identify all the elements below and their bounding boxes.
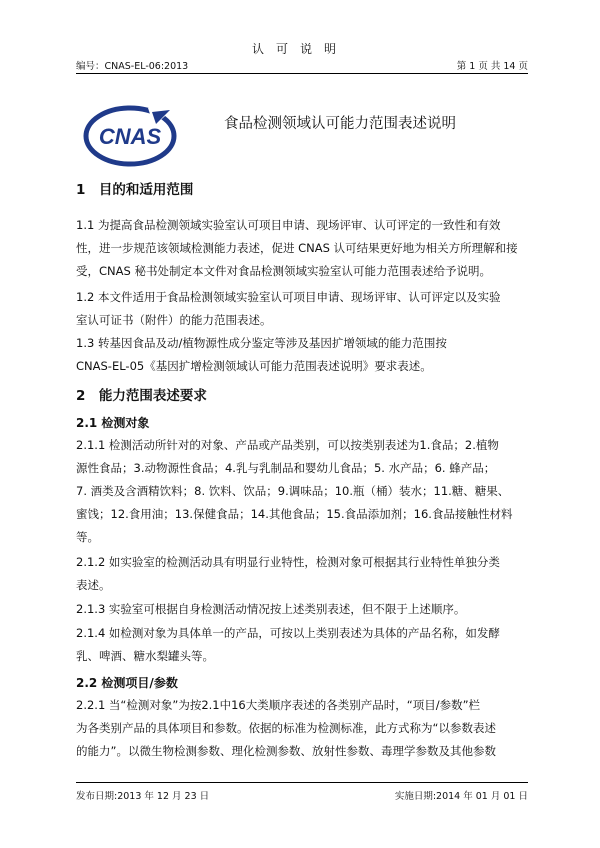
header-rule [76, 73, 528, 74]
effective-date: 实施日期:2014 年 01 月 01 日 [394, 791, 528, 802]
para-2-1-3: 2.1.3 实验室可根据自身检测活动情况按上述类别表述，但不限于上述顺序。 [76, 602, 466, 616]
publish-date: 发布日期:2013 年 12 月 23 日 [76, 791, 210, 802]
cnas-logo [82, 104, 178, 168]
document-title: 食品检测领域认可能力范围表述说明 [224, 116, 456, 132]
logo-text: CNAS [98, 124, 162, 149]
header-row [76, 58, 528, 72]
header-title: 认可说明 [251, 42, 348, 56]
footer-rule [76, 782, 528, 783]
para-2-2-1: 2.2.1 当“检测对象”为按2.1中16大类顺序表述的各类别产品时，“项目/参数”栏 为各类别产品的具体项目和参数。依据的标准为检测标准，此方式称为“以参数表述 的能力”。以微生物检测参数、理化检测参数、放射性参数、毒理学参数及其他参数 [76, 698, 496, 758]
para-2-1-2: 2.1.2 如实验室的检测活动具有明显行业特性，检测对象可根据其行业特性单独分类 表述。 [76, 555, 500, 592]
para-1-1: 1.1 为提高食品检测领域实验室认可项目申请、现场评审、认可评定的一致性和有效 性，进一步规范该领域检测能力表述，促进 CNAS 认可结果更好地为相关方所理解和接 受，CNAS 秘书处制定本文件对食品检测领域实验室认可能力范围表述给予说明。 [76, 218, 518, 278]
para-1-2: 1.2 本文件适用于食品检测领域实验室认可项目申请、现场评审、认可评定以及实验 室认可证书（附件）的能力范围表述。 [76, 290, 501, 327]
para-1-3: 1.3 转基因食品及动/植物源性成分鉴定等涉及基因扩增领域的能力范围按 CNAS-EL-05《基因扩增检测领域认可能力范围表述说明》要求表述。 [76, 336, 447, 373]
section-1-heading: 1 目的和适用范围 [76, 182, 194, 198]
footer [76, 788, 528, 802]
para-2-1-1: 2.1.1 检测活动所针对的对象、产品或产品类别，可以按类别表述为1.食品；2.植物 源性食品；3.动物源性食品；4.乳与乳制品和婴幼儿食品；5. 水产品；6. 蜂产品； 7. 酒类及含酒精饮料；8. 饮料、饮品；9.调味品；10.瓶（桶）装水；11.糖、糖果、 蜜饯；12.食用油；13.保健食品；14.其他食品；15.食品添加剂；16.食品接触性材料 等。 [76, 438, 513, 544]
section-2-heading: 2 能力范围表述要求 [76, 388, 207, 404]
page-info: 第 1 页 共 14 页 [456, 61, 528, 72]
section-2-2-heading: 2.2 检测项目/参数 [76, 676, 178, 690]
doc-number: 编号：CNAS-EL-06:2013 [76, 61, 189, 72]
section-2-1-heading: 2.1 检测对象 [76, 416, 150, 430]
para-2-1-4: 2.1.4 如检测对象为具体单一的产品，可按以上类别表述为具体的产品名称，如发酵 乳、啤酒、糖水梨罐头等。 [76, 626, 500, 663]
